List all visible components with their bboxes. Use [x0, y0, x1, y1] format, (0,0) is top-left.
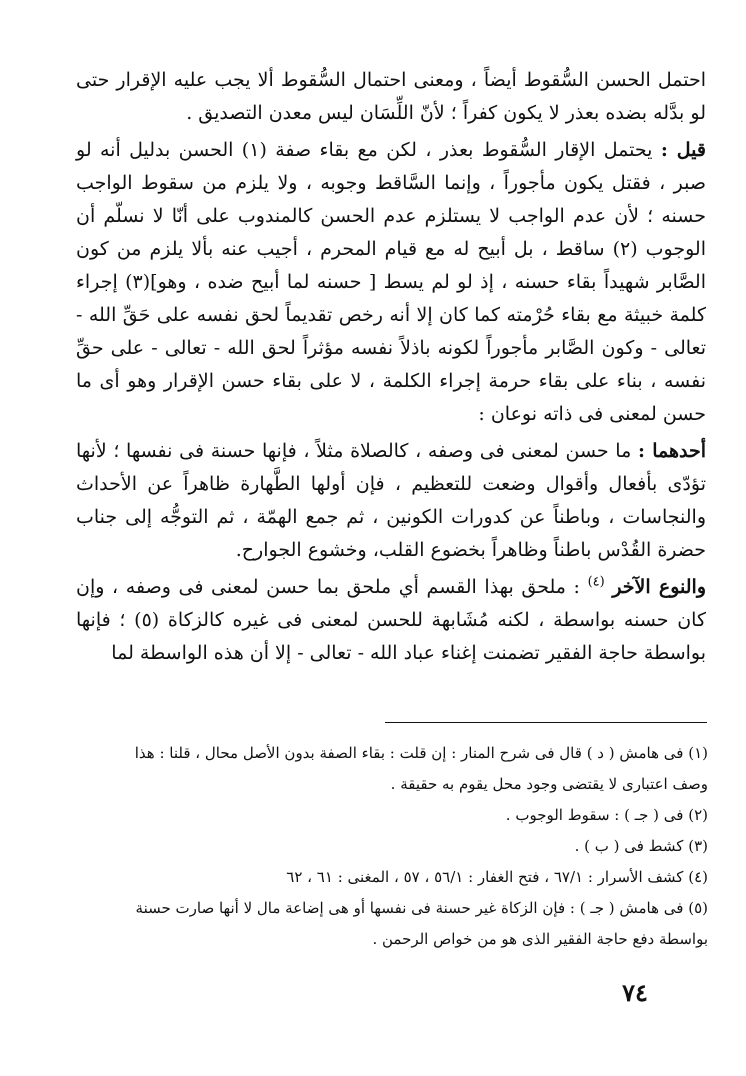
paragraph-lead: والنوع الآخر	[612, 576, 706, 598]
footnote-5: (٥) فى هامش ( جـ ) : فإن الزكاة غير حسنة فى نفسها أو هى إضاعة مال لا أنها صارت حسنة بواسطة دفع حاجة الفقير الذى هو من خواص الرحمن .	[135, 899, 708, 948]
footnote-ref: (٤)	[587, 574, 605, 590]
paragraph-text: ما حسن لمعنى فى وصفه ، كالصلاة مثلاً ، فإنها حسنة فى نفسها ؛ لأنها تؤدّى بأفعال وأقوال وضعت للتعظيم ، فإن أولها الطَّهارة ظاهراً عن الأحداث والنجاسات ، وباطناً عن كدورات الكونين ، ثم جمع الهمّة ، ثم التوجُّه إلى جناب حضرة القُدْس باطناً وظاهراً بخضوع القلب، وخشوع الجوارح.	[76, 440, 706, 561]
paragraph-lead: قيل :	[660, 139, 707, 161]
footnote-4: (٤) كشف الأسرار : ٦٧/١ ، فتح الغفار : ٥٦/١ ، ٥٧ ، المغنى : ٦١ ، ٦٢	[286, 868, 708, 886]
paragraph-lead: أحدهما :	[637, 440, 707, 462]
paragraph-text: يحتمل الإقار السُّقوط بعذر ، لكن مع بقاء صفة (١) الحسن بدليل أنه لو صبر ، فقتل يكون مأجوراً ، وإنما السَّاقط وجوبه ، ولا يلزم من سقوط الواجب حسنه ؛ لأن عدم الواجب لا يستلزم عدم الحسن كالمندوب على أنّا لا نسلّم أن الوجوب (٢) ساقط ، بل أبيح له مع قيام المحرم ، أجيب عنه بألا يلزم من كون الصَّابر شهيداً بقاء حسنه ، إذ لو لم يسط [ حسنه لما أبيح ضده ، وهو](٣) إجراء كلمة خبيثة مع بقاء حُرْمته كما كان إلا أنه رخص تقديماً لحق نفسه على حَقِّ الله - تعالى - وكون الصَّابر مأجوراً لكونه باذلاً نفسه مؤثراً لحق الله - تعالى - على حقِّ نفسه ، بناء على بقاء حرمة إجراء الكلمة ، لا على بقاء حسن الإقرار وهو أى ما حسن لمعنى فى ذاته نوعان :	[76, 139, 706, 425]
paragraph-text: احتمل الحسن السُّقوط أيضاً ، ومعنى احتمال السُّقوط ألا يجب عليه الإقرار حتى لو بدَّله بضده بعذر لا يكون كفراً ؛ لأنّ اللِّسَان ليس معدن التصديق .	[76, 69, 706, 124]
footnote-3: (٣) كشط فى ( ب ) .	[574, 837, 708, 855]
main-text	[76, 64, 706, 674]
paragraph-4	[76, 571, 706, 670]
paragraph-1	[76, 64, 706, 130]
footnote-divider	[385, 722, 707, 723]
page-number: ٧٤	[622, 978, 648, 1007]
paragraph-text: : ملحق بهذا القسم أي ملحق بما حسن لمعنى فى وصفه ، وإن كان حسنه بواسطة ، لكنه مُشَابهة للحسن لمعنى فى غيره كالزكاة (٥) ؛ فإنها بواسطة حاجة الفقير تضمنت إغناء عباد الله - تعالى - إلا أن هذه الواسطة لما	[76, 576, 706, 664]
footnote-2: (٢) فى ( جـ ) : سقوط الوجوب .	[505, 806, 708, 824]
paragraph-3	[76, 435, 706, 567]
paragraph-2	[76, 134, 706, 431]
footnote-1: (١) فى هامش ( د ) قال فى شرح المنار : إن قلت : بقاء الصفة بدون الأصل محال ، قلنا : هذا وصف اعتبارى لا يقتضى وجود محل يقوم به حقيقة .	[134, 744, 708, 793]
footnotes	[96, 738, 708, 955]
